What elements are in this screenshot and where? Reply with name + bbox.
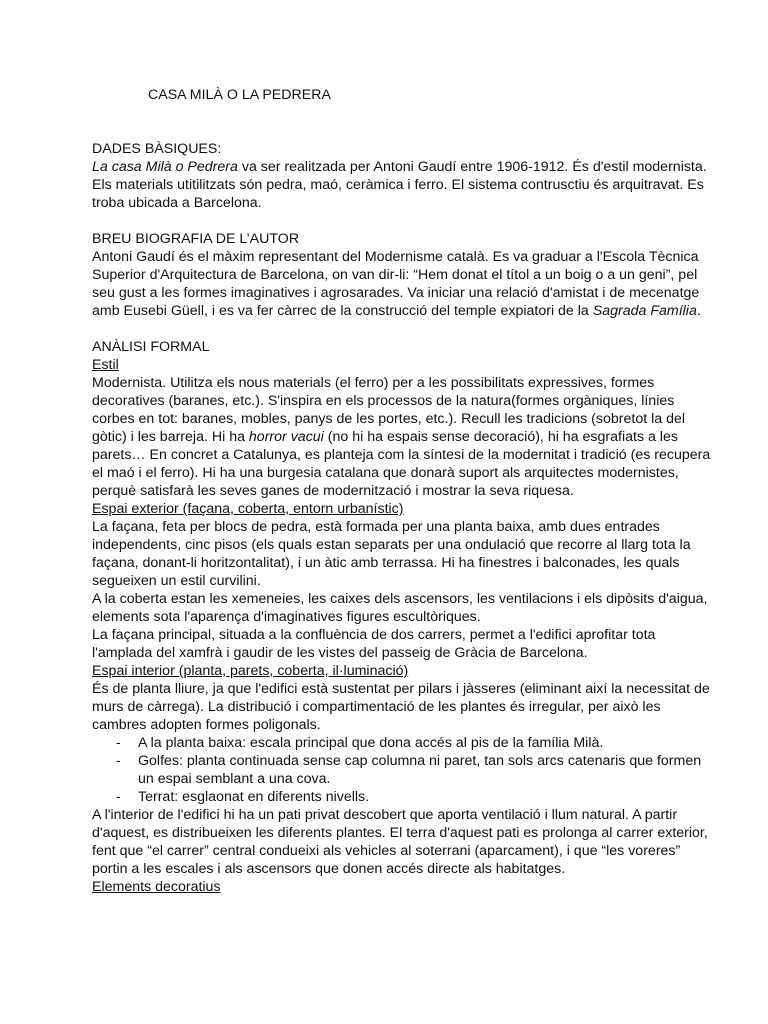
paragraph: A l'interior de l'edifici hi ha un pati privat descobert que aporta ventilació i llum natural. A partir d'aquest, es distribueixen les diferents plantes. El terra d'aquest pati es prolonga al carrer exterior, fent que “el carrer” central condueixi als vehicles al soterrani (aparcament), i que “les voreres” portin a les escales i als ascensors que donen accés directe als habitatges. bbox=[92, 807, 708, 877]
dash-list bbox=[92, 734, 718, 806]
paragraph: Antoni Gaudí és el màxim representant del Modernisme català. Es va graduar a l'Escola Tècnica Superior d'Arquitectura de Barcelona, on van dir-li: “Hem donat el títol a un boig o a un geni”, pel seu gust a les formes imaginatives i agrosarades. Va iniciar una relació d'amistat i de mecenatge amb Eusebi Güell, i es va fer càrrec de la construcció del temple expiatori de la Sagrada Família. bbox=[92, 249, 701, 319]
spacer bbox=[92, 320, 718, 338]
list-item: - Golfes: planta continuada sense cap columna ni paret, tan sols arcs catenaris que formen un espai semblant a una cova. bbox=[92, 752, 718, 788]
spacer bbox=[92, 104, 718, 140]
section-heading: BREU BIOGRAFIA DE L’AUTOR bbox=[92, 231, 300, 247]
paragraph: Modernista. Utilitza els nous materials (el ferro) per a les possibilitats expressives, formes decoratives (baranes, etc.). S'inspira en els processos de la natura(formes orgàniques, línies corbes en tot: baranes, mobles, panys de les portes, etc.). Recull les tradicions (sobretot la del gòtic) i les barreja. Hi ha horror vacui (no hi ha espais sense decoració), hi ha esgrafiats a les parets… En concret a Catalunya, es planteja com la síntesi de la modernitat i tradició (es recupera el maó i el ferro). Hi ha una burgesia catalana que donarà suport als arquitectes modernistes, perquè satisfarà les seves ganes de modernització i mostrar la seva riquesa. bbox=[92, 375, 711, 499]
section-heading: ANÀLISI FORMAL bbox=[92, 339, 210, 355]
list-item: - Terrat: esglaonat en diferents nivells. bbox=[92, 788, 718, 806]
subheading-elements-decoratius: Elements decoratius bbox=[92, 879, 221, 895]
italic-text: La casa Milà o Pedrera bbox=[92, 159, 238, 175]
subheading-espai-exterior: Espai exterior (façana, coberta, entorn urbanístic) bbox=[92, 501, 404, 517]
subheading-estil: Estil bbox=[92, 357, 119, 373]
document-title: CASA MILÀ O LA PEDRERA bbox=[148, 87, 331, 103]
section-heading: DADES BÀSIQUES: bbox=[92, 141, 222, 157]
paragraph: És de planta lliure, ja que l'edifici està sustentat per pilars i jàsseres (eliminant així la necessitat de murs de càrrega). La distribució i compartimentació de les plantes és irregular, per això les cambres adopten formes poligonals. bbox=[92, 681, 710, 733]
italic-text: horror vacui bbox=[248, 429, 324, 445]
italic-text: Sagrada Família bbox=[592, 303, 697, 319]
paragraph: A la coberta estan les xemeneies, les caixes dels ascensors, les ventilacions i els dipòsits d'aigua, elements sota l'aparença d'imaginatives figures escultòriques. bbox=[92, 591, 708, 625]
section-dades-basiques bbox=[92, 140, 718, 212]
subheading-espai-interior: Espai interior (planta, parets, coberta, il·luminació) bbox=[92, 663, 409, 679]
paragraph: La casa Milà o Pedrera va ser realitzada per Antoni Gaudí entre 1906-1912. És d'estil modernista. Els materials utitilitzats són pedra, maó, ceràmica i ferro. El sistema contrusctiu és arquitravat. Es troba ubicada a Barcelona. bbox=[92, 159, 707, 211]
list-item: - A la planta baixa: escala principal que dona accés al pis de la família Milà. bbox=[92, 734, 718, 752]
paragraph: La façana, feta per blocs de pedra, està formada per una planta baixa, amb dues entrades independents, cinc pisos (els quals estan separats per una ondulació que recorre al llarg tota la façana, donant-li horitzontalitat), i un àtic amb terrassa. Hi ha finestres i balconades, les quals segueixen un estil curvilini. bbox=[92, 519, 691, 589]
spacer bbox=[92, 212, 718, 230]
paragraph: La façana principal, situada a la confluència de dos carrers, permet a l'edifici aprofitar tota l'amplada del xamfrà i gaudir de les vistes del passeig de Gràcia de Barcelona. bbox=[92, 627, 656, 661]
section-biografia bbox=[92, 230, 718, 320]
section-analisi-formal bbox=[92, 338, 718, 896]
